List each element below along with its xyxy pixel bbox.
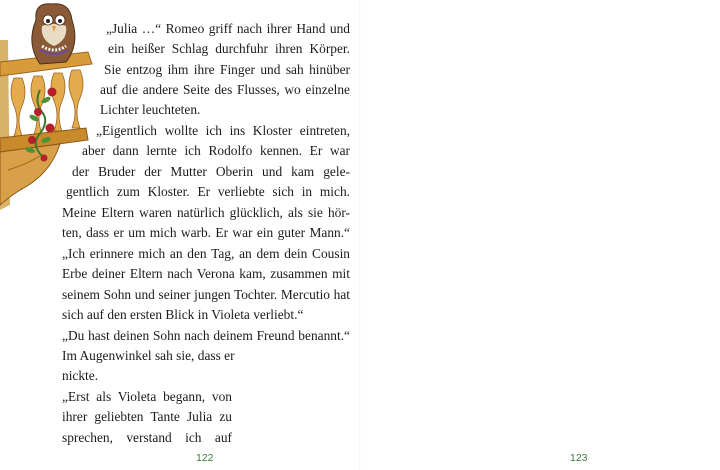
text-line: „Julia …“ Romeo griff nach ihrer Hand und (106, 21, 350, 36)
page-number-left: 122 (196, 452, 214, 464)
text-line: gentlich zum Kloster. Er verliebte sich in mich. (66, 184, 350, 199)
text-line: aber dann lernte ich Rodolfo kennen. Er war (82, 143, 350, 158)
text-line: „Erst als Violeta begann, von (62, 389, 232, 404)
text-line: „Ich erinnere mich an den Tag, an dem dein Cousin (62, 246, 350, 261)
text-line: ein heißer Schlag durchfuhr ihren Körper. (108, 41, 350, 56)
text-line: Lichter leuchteten. (100, 102, 201, 117)
text-line: ihrer geliebten Tante Julia zu (62, 409, 232, 424)
book-spine (359, 0, 361, 470)
text-line: Sie entzog ihm ihre Finger und sah hinüber (104, 62, 350, 77)
text-line: nickte. (62, 368, 99, 383)
text-line: Erbe deiner Eltern nach Verona kam, zusammen mit (62, 266, 350, 281)
text-line: sich auf den ersten Blick in Violeta verliebt.“ (62, 307, 304, 322)
text-line: der Bruder der Mutter Oberin und kam gele- (72, 164, 350, 179)
text-line: ten, dass er um mich warb. Er war ein guter Mann.“ (62, 225, 350, 240)
text-line: seinem Sohn und seiner jungen Tochter. Mercutio hat (62, 287, 350, 302)
text-line: auf die andere Seite des Flusses, wo einzelne (100, 82, 350, 97)
page-number-right: 123 (570, 452, 588, 464)
text-line: Meine Eltern waren natürlich glücklich, als sie hör- (62, 205, 350, 220)
text-line: „Eigentlich wollte ich ins Kloster eintreten, (96, 123, 350, 138)
text-line: sprechen, verstand ich auf (62, 430, 232, 445)
text-line: „Du hast deinen Sohn nach deinem Freund benannt.“ (62, 328, 350, 343)
right-page (360, 0, 720, 470)
text-line: Im Augenwinkel sah sie, dass er (62, 348, 235, 363)
